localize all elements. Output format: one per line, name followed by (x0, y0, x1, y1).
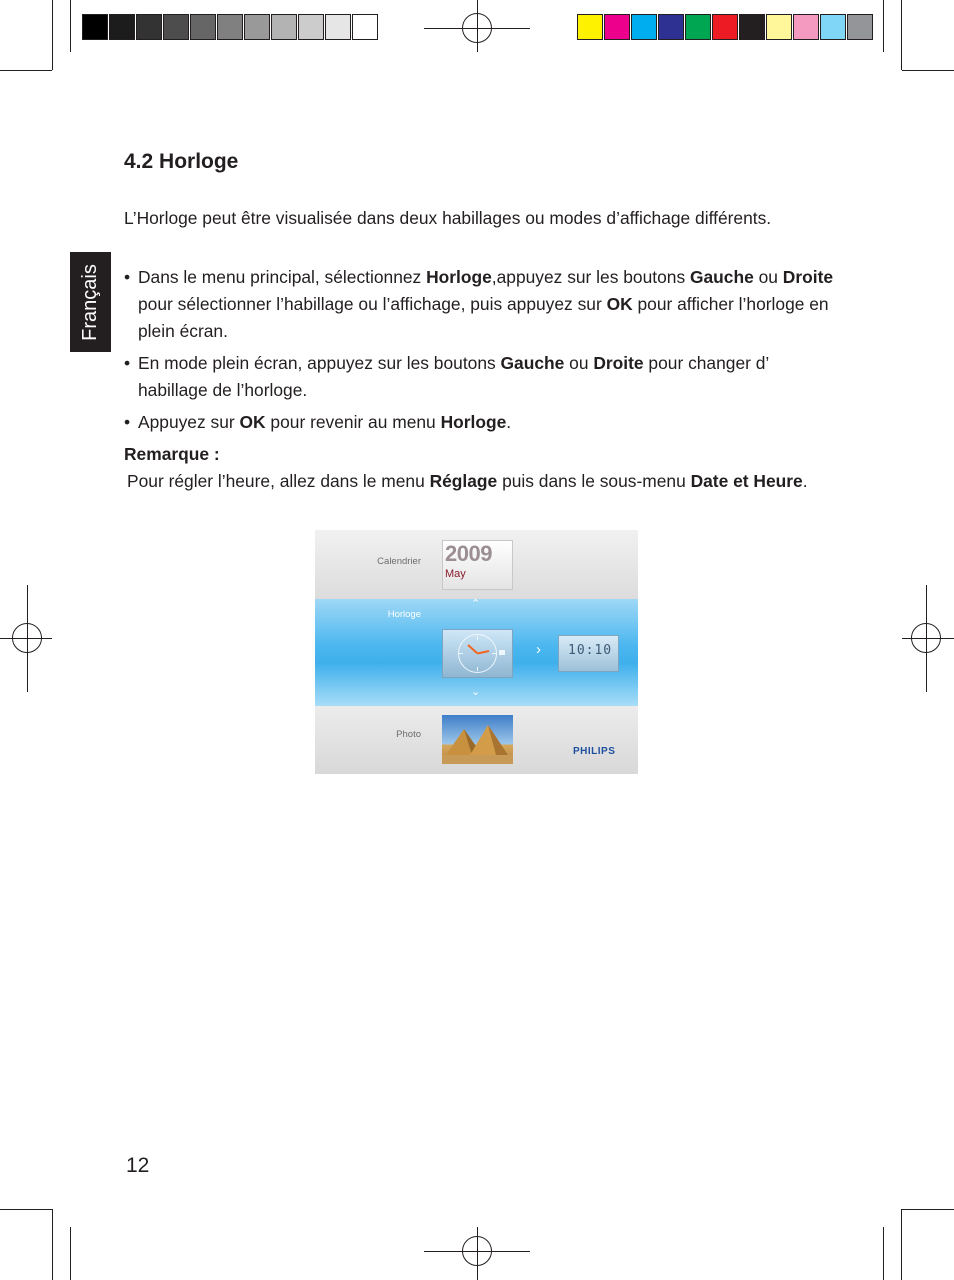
crop-mark (0, 1209, 52, 1210)
bullet-text: . (506, 412, 512, 432)
bullet-text: pour afficher l’horloge en plein écran. (138, 294, 829, 341)
bullet-dot: • (124, 353, 131, 373)
digital-clock-thumbnail (558, 635, 619, 672)
bullet-text: pour changer d’ habillage de l’horloge. (138, 353, 769, 400)
digital-clock-time: 10:10 (568, 643, 613, 658)
color-swatch (163, 14, 189, 40)
color-swatch (847, 14, 873, 40)
bullet-text: pour sélectionner l’habillage ou l’affichage, puis appuyez sur (138, 294, 607, 314)
device-menu-screenshot (315, 530, 638, 774)
crop-mark (902, 1209, 954, 1210)
crop-mark (883, 1227, 884, 1280)
bullet-text: ou (564, 353, 594, 373)
bullet-text: ,appuyez sur les boutons (491, 267, 690, 287)
page-number: 12 (126, 1154, 150, 1177)
color-swatch (739, 14, 765, 40)
color-swatch (604, 14, 630, 40)
bullet-text: En mode plein écran, appuyez sur les boutons (138, 353, 501, 373)
gray-color-bar (82, 14, 379, 40)
chevron-right-icon: › (536, 641, 541, 658)
bullet-bold: Gauche (500, 353, 565, 373)
color-swatch (712, 14, 738, 40)
crop-mark (70, 1227, 71, 1280)
crop-mark (902, 70, 954, 71)
color-swatch (820, 14, 846, 40)
section-title: 4.2 Horloge (124, 150, 239, 173)
bullet-item (124, 409, 834, 436)
crop-mark (883, 0, 884, 52)
process-color-bar (577, 14, 874, 40)
bullet-item (124, 350, 834, 404)
bullet-bold: Horloge (426, 267, 492, 287)
color-swatch (271, 14, 297, 40)
color-swatch (298, 14, 324, 40)
color-swatch (244, 14, 270, 40)
bullet-text: ou (753, 267, 783, 287)
note-segment: . (802, 471, 808, 491)
color-swatch (352, 14, 378, 40)
bullet-bold: OK (606, 294, 633, 314)
photo-thumbnail (442, 715, 513, 764)
language-tab-label: Français (79, 263, 102, 341)
color-swatch (325, 14, 351, 40)
bullet-dot: • (124, 267, 131, 287)
color-swatch (190, 14, 216, 40)
color-swatch (82, 14, 108, 40)
crop-mark (901, 0, 902, 70)
note-bold: Réglage (429, 471, 498, 491)
note-title: Remarque : (124, 444, 220, 464)
brand-logo: PHILIPS (573, 746, 616, 757)
calendar-month: May (445, 568, 466, 580)
calendar-label: Calendrier (377, 556, 421, 567)
color-swatch (577, 14, 603, 40)
photo-label: Photo (396, 729, 421, 740)
color-swatch (793, 14, 819, 40)
note-text (127, 468, 827, 495)
bullet-item (124, 264, 834, 345)
crop-mark (70, 0, 71, 52)
bullet-text: Dans le menu principal, sélectionnez (138, 267, 427, 287)
pyramids-image (442, 715, 513, 764)
note-segment: puis dans le sous-menu (497, 471, 691, 491)
bullet-text: pour revenir au menu (265, 412, 441, 432)
clock-label: Horloge (387, 609, 421, 620)
bullet-dot: • (124, 412, 131, 432)
color-swatch (217, 14, 243, 40)
color-swatch (631, 14, 657, 40)
bullet-bold: Gauche (689, 267, 754, 287)
intro-paragraph: L’Horloge peut être visualisée dans deux habillages ou modes d’affichage différents. (124, 208, 772, 228)
color-swatch (685, 14, 711, 40)
crop-mark (52, 1209, 53, 1280)
calendar-year: 2009 (445, 541, 492, 566)
note-segment: Pour régler l’heure, allez dans le menu (127, 471, 430, 491)
color-swatch (766, 14, 792, 40)
language-tab (70, 252, 111, 352)
crop-mark (0, 70, 52, 71)
bullet-bold: OK (239, 412, 266, 432)
calendar-thumbnail (442, 540, 513, 590)
bullet-bold: Horloge (440, 412, 507, 432)
chevron-up-icon: ⌃ (471, 598, 481, 610)
note-bold: Date et Heure (690, 471, 803, 491)
color-swatch (109, 14, 135, 40)
crop-mark (901, 1209, 902, 1280)
calendar-row (315, 530, 638, 599)
analog-clock-thumbnail (442, 629, 513, 678)
chevron-down-icon: ⌄ (471, 686, 481, 698)
bullet-bold: Droite (782, 267, 834, 287)
analog-clock-icon (443, 630, 512, 677)
color-swatch (658, 14, 684, 40)
color-swatch (136, 14, 162, 40)
bullet-text: Appuyez sur (138, 412, 240, 432)
crop-mark (52, 0, 53, 70)
bullet-bold: Droite (593, 353, 644, 373)
